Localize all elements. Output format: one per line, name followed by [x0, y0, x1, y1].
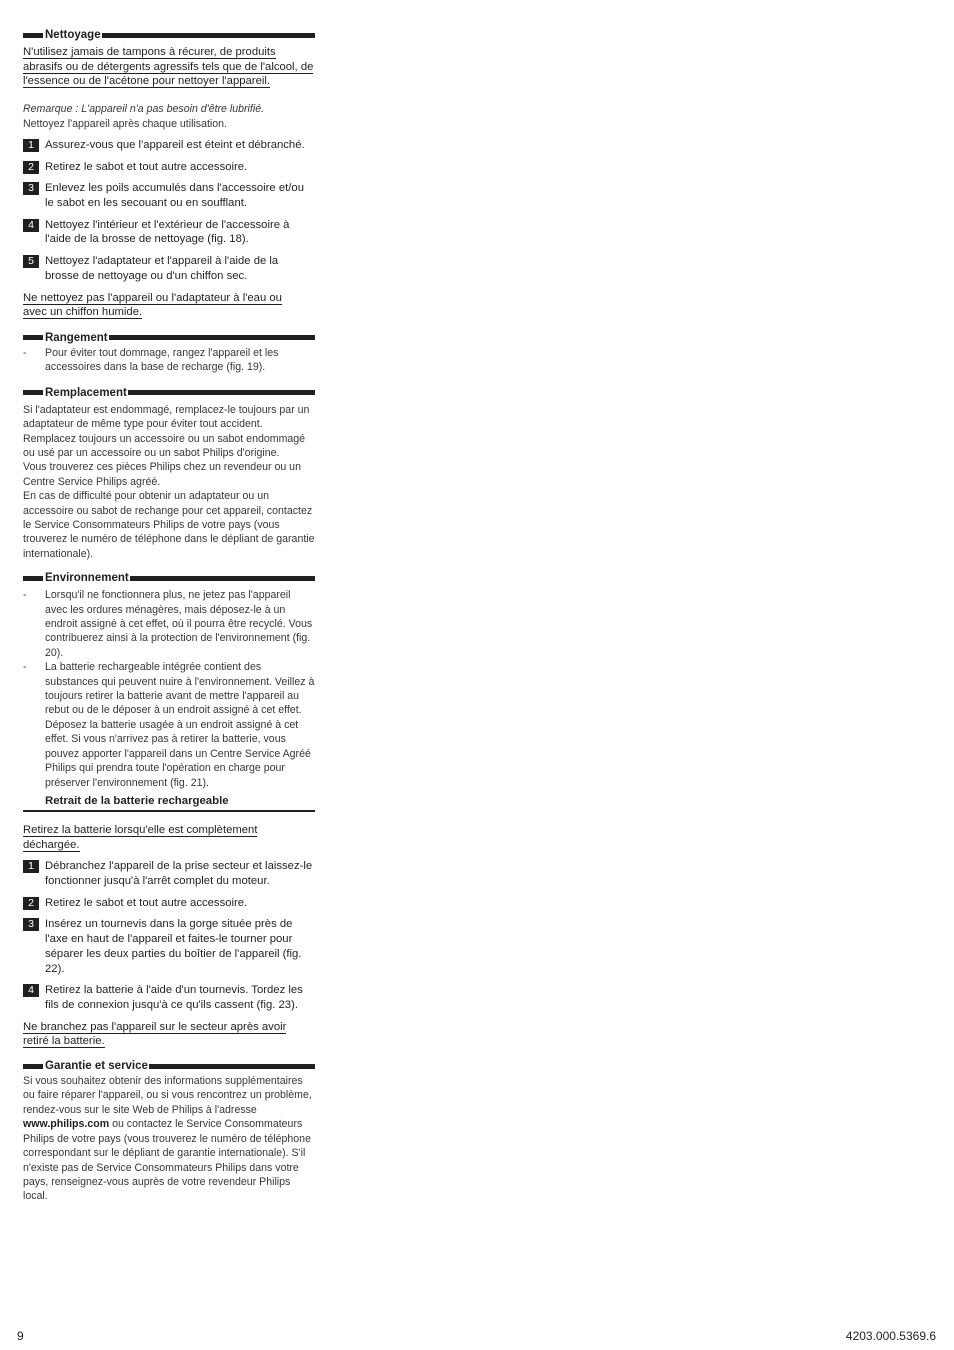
step-text: Retirez la batterie à l'aide d'un tournevis. Tordez les fils de connexion jusqu'à ce qu'ils cassent (fig. 23).	[45, 984, 303, 1011]
warranty-paragraph: Si vous souhaitez obtenir des informations supplémentaires ou faire réparer l'appareil, ou si vous rencontrez un problème, rendez-vous sur le site Web de Philips à l'adresse www.philips.com ou contactez le Service Consommateurs Philips de votre pays (vous trouverez le numéro de téléphone correspondant sur le dépliant de garantie internationale). S'il n'existe pas de Service Consommateurs Philips dans votre pays, renseignez-vous auprès de votre revendeur Philips local.	[23, 1075, 312, 1203]
header-rule	[109, 335, 315, 340]
header-rule	[149, 1064, 315, 1069]
step-number: 1	[23, 860, 39, 873]
step-text: Retirez le sabot et tout autre accessoire.	[45, 160, 248, 173]
removal-step	[23, 896, 315, 911]
header-bar	[23, 33, 43, 38]
replacement-paragraph: Vous trouverez ces pièces Philips chez un revendeur ou un Centre Service Philips agréé.	[23, 461, 301, 488]
header-rule	[130, 576, 315, 581]
list-item: - La batterie rechargeable intégrée contient des substances qui peuvent nuire à l'environnement. Veillez à toujours retirer la batterie avant de mettre l'appareil au rebut ou de le déposer à un endroit assigné à cet effet. Déposez la batterie usagée à un endroit assigné à cet effet. Si vous n'arrivez pas à retirer la batterie, vous pouvez apporter l'appareil dans un Centre Service Agréé Philips qui prendra toute l'opération en charge pour préserver l'environnement (fig. 21).	[23, 661, 315, 789]
list-item: - Lorsqu'il ne fonctionnera plus, ne jetez pas l'appareil avec les ordures ménagères, mais déposez-le à un endroit assigné à cet effet, où il pourra être recyclé. Vous contribuerez ainsi à la protection de l'environnement (fig. 20).	[23, 589, 313, 659]
cleaning-remark: Remarque : L'appareil n'a pas besoin d'être lubrifié.	[23, 103, 265, 116]
replacement-paragraph: En cas de difficulté pour obtenir un adaptateur ou un accessoire ou sabot de rechange pour cet appareil, contactez le Service Consommateurs Philips de votre pays (vous trouverez le numéro de téléphone dans le dépliant de garantie internationale).	[23, 490, 315, 560]
header-bar	[23, 390, 43, 395]
header-bar	[23, 1064, 43, 1069]
cleaning-step	[23, 218, 315, 247]
cleaning-step	[23, 181, 315, 210]
step-text: Nettoyez l'adaptateur et l'appareil à l'aide de la brosse de nettoyage ou d'un chiffon sec.	[45, 255, 279, 282]
replacement-paragraph: Remplacez toujours un accessoire ou un sabot endommagé ou usé par un accessoire ou un sabot Philips d'origine.	[23, 432, 306, 459]
step-number: 5	[23, 255, 39, 268]
cleaning-warning: N'utilisez jamais de tampons à récurer, de produits abrasifs ou de détergents agressifs tels que de l'alcool, de l'essence ou de l'acétone pour nettoyer l'appareil.	[23, 46, 314, 88]
step-number: 1	[23, 139, 39, 152]
step-text: Insérez un tournevis dans la gorge située près de l'axe en haut de l'appareil et faites-le tourner pour séparer les deux parties du boîtier de l'appareil (fig. 22).	[45, 918, 302, 975]
step-number: 4	[23, 984, 39, 997]
step-number: 4	[23, 219, 39, 232]
header-rule	[128, 390, 315, 395]
section-header-remplacement	[23, 385, 315, 401]
page-number: 9	[17, 1329, 24, 1343]
step-number: 2	[23, 161, 39, 174]
document-code: 4203.000.5369.6	[845, 1329, 936, 1343]
battery-warning: Retirez la batterie lorsqu'elle est complètement déchargée.	[23, 823, 258, 851]
subsection-title-battery-removal: Retrait de la batterie rechargeable	[23, 793, 315, 812]
section-header-rangement	[23, 330, 315, 346]
header-bar	[23, 335, 43, 340]
step-number: 3	[23, 918, 39, 931]
battery-warning-mains: Ne branchez pas l'appareil sur le secteur après avoir retiré la batterie.	[23, 1020, 287, 1048]
header-rule	[102, 33, 315, 38]
removal-step	[23, 983, 315, 1012]
header-bar	[23, 576, 43, 581]
section-title: Environnement	[45, 572, 129, 585]
cleaning-step	[23, 138, 315, 153]
step-text: Nettoyez l'intérieur et l'extérieur de l'accessoire à l'aide de la brosse de nettoyage (fig. 18).	[45, 218, 290, 246]
document-column	[23, 27, 315, 1204]
step-text: Assurez-vous que l'appareil est éteint et débranché.	[45, 138, 305, 151]
cleaning-step	[23, 160, 315, 175]
cleaning-step	[23, 254, 315, 283]
cleaning-warning-water: Ne nettoyez pas l'appareil ou l'adaptateur à l'eau ou avec un chiffon humide.	[23, 291, 282, 319]
step-number: 2	[23, 897, 39, 910]
step-number: 3	[23, 182, 39, 195]
section-header-garantie	[23, 1058, 315, 1074]
section-title: Rangement	[45, 331, 108, 344]
section-title: Remplacement	[45, 386, 127, 399]
step-text: Enlevez les poils accumulés dans l'accessoire et/ou le sabot en les secouant ou en soufflant.	[45, 182, 304, 210]
section-title: Garantie et service	[45, 1060, 148, 1073]
section-title: Nettoyage	[45, 29, 101, 41]
removal-step	[23, 917, 315, 976]
philips-website-link[interactable]: www.philips.com	[23, 1118, 110, 1131]
section-header-environnement	[23, 570, 315, 586]
removal-step	[23, 859, 315, 888]
cleaning-intro: Nettoyez l'appareil après chaque utilisation.	[23, 117, 228, 130]
replacement-paragraph: Si l'adaptateur est endommagé, remplacez-le toujours par un adaptateur de même type pour éviter tout accident.	[23, 403, 310, 431]
step-text: Retirez le sabot et tout autre accessoire.	[45, 896, 248, 909]
list-item: - Pour éviter tout dommage, rangez l'appareil et les accessoires dans la base de recharge (fig. 19).	[23, 346, 279, 374]
section-header-nettoyage	[23, 27, 315, 43]
step-text: Débranchez l'appareil de la prise secteur et laissez-le fonctionner jusqu'à l'arrêt complet du moteur.	[45, 860, 313, 888]
